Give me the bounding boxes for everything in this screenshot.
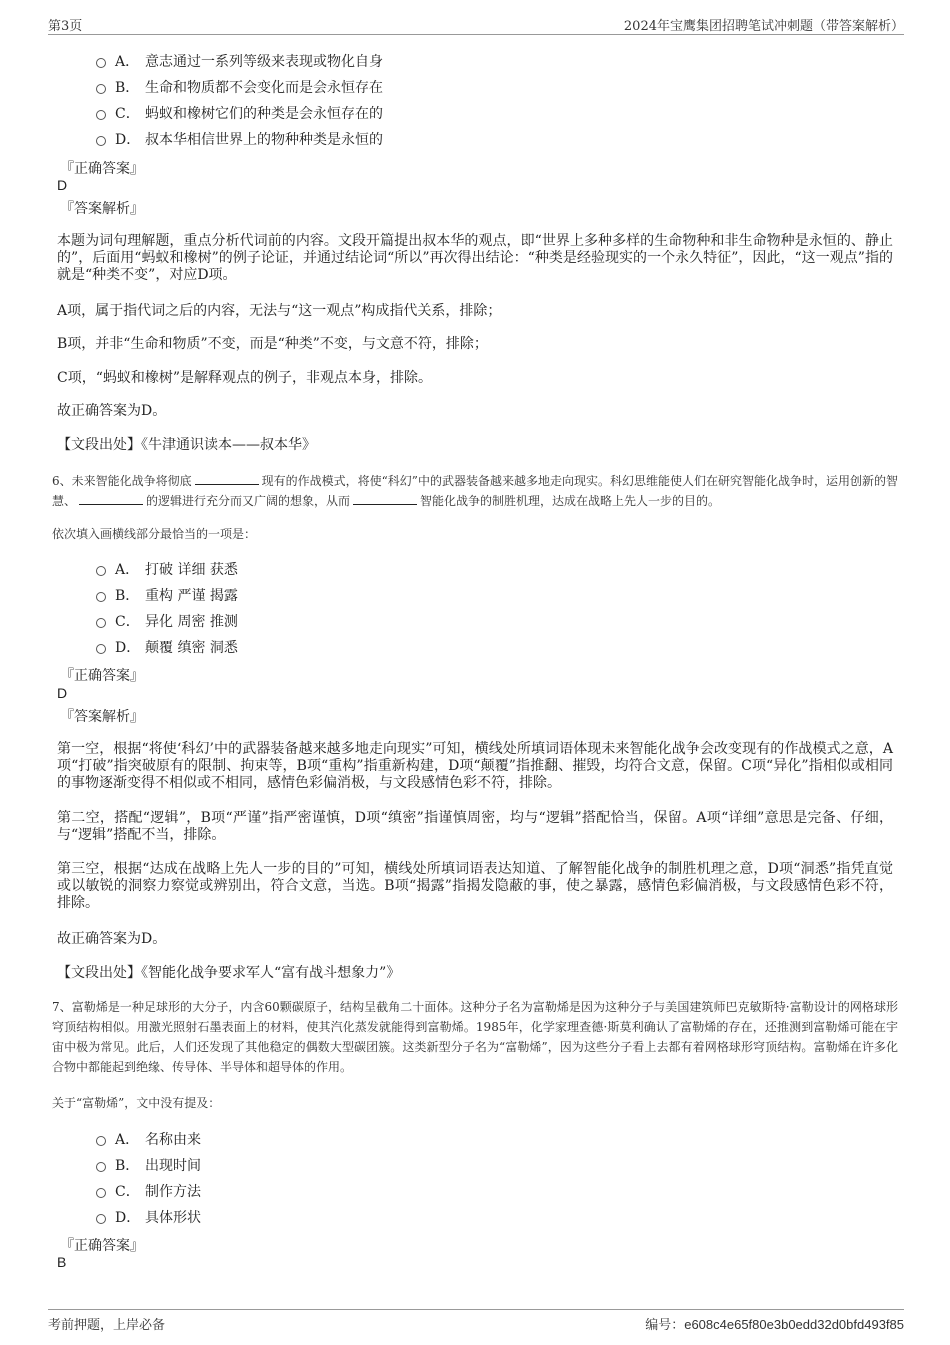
radio-icon[interactable] — [96, 566, 106, 576]
radio-icon[interactable] — [96, 136, 106, 146]
question-prompt: 依次填入画横线部分最恰当的一项是： — [52, 527, 257, 541]
analysis-paragraph: 第一空，根据“将使‘科幻’中的武器装备越来越多地走向现实”可知，横线处所填词语体现未来智能化战争会改变现有的作战模式之意，A项“打破”指突破原有的限制、拘束等，B项“重构”指重新构建，D项“颠覆”指推翻、摧毁，均符合文意，保留。C项“异化”指相似或相同的事物逐渐变得不相似或不相同，感情色彩偏消极，与文段感情色彩不符，排除。 — [57, 741, 893, 791]
correct-answer: D — [57, 177, 68, 193]
fill-blank — [79, 491, 143, 505]
analysis-paragraph: 本题为词句理解题，重点分析代词前的内容。文段开篇提出叔本华的观点，即“世界上多种多样的生命物种和非生命物种是永恒的、静止的”，后面用“蚂蚁和橡树”的例子论证，并通过结论词“所以”再次得出结论：“种类是经验现实的一个永久特征”，因此，“这一观点”指的就是“种类不变”，对应D项。 — [57, 233, 893, 283]
question-stem: 6、未来智能化战争将彻底 现有的作战模式，将使“科幻”中的武器装备越来越多地走向现实。科幻思维能使人们在研究智能化战争时，运用创新的智慧、 的逻辑进行充分而又广阔的想象，从而 智能化战争的制胜机理，达成在战略上先人一步的目的。 — [52, 471, 898, 511]
radio-icon[interactable] — [96, 84, 106, 94]
radio-icon[interactable] — [96, 58, 106, 68]
analysis-paragraph: C项，“蚂蚁和橡树”是解释观点的例子，非观点本身，排除。 — [57, 370, 433, 386]
correct-answer-label: 『正确答案』 — [60, 1238, 144, 1254]
analysis-paragraph: B项，并非“生命和物质”不变，而是“种类”不变，与文意不符，排除； — [57, 336, 488, 352]
analysis-paragraph: A项，属于指代词之后的内容，无法与“这一观点”构成指代关系，排除； — [57, 303, 502, 319]
document-code: 编号：e608c4e65f80e3b0edd32d0bfd493f85 — [645, 1317, 904, 1333]
page-header — [48, 13, 904, 35]
fill-blank — [195, 471, 259, 485]
analysis-label: 『答案解析』 — [60, 709, 144, 725]
fill-blank — [353, 491, 417, 505]
page-number: 第3页 — [48, 19, 83, 34]
analysis-paragraph: 第二空，搭配“逻辑”，B项“严谨”指严密谨慎，D项“缜密”指谨慎周密，均与“逻辑”搭配恰当，保留。A项“详细”意思是完备、仔细，与“逻辑”搭配不当，排除。 — [57, 810, 893, 843]
radio-icon[interactable] — [96, 1214, 106, 1224]
document-title: 2024年宝鹰集团招聘笔试冲刺题（带答案解析） — [623, 19, 904, 34]
radio-icon[interactable] — [96, 644, 106, 654]
source-citation: 【文段出处】《牛津通识读本——叔本华》 — [57, 437, 316, 453]
radio-icon[interactable] — [96, 592, 106, 602]
footer-slogan: 考前押题，上岸必备 — [48, 1318, 166, 1333]
radio-icon[interactable] — [96, 110, 106, 120]
radio-icon[interactable] — [96, 1188, 106, 1198]
radio-icon[interactable] — [96, 1136, 106, 1146]
correct-answer-label: 『正确答案』 — [60, 668, 144, 684]
radio-icon[interactable] — [96, 618, 106, 628]
page-footer — [48, 1309, 904, 1333]
analysis-paragraph: 故正确答案为D。 — [57, 931, 167, 947]
analysis-paragraph: 故正确答案为D。 — [57, 403, 167, 419]
radio-icon[interactable] — [96, 1162, 106, 1172]
correct-answer-label: 『正确答案』 — [60, 161, 144, 177]
question-stem: 7、富勒烯是一种足球形的大分子，内含60颗碳原子，结构呈截角二十面体。这种分子名为富勒烯是因为这种分子与美国建筑师巴克敏斯特·富勒设计的网格球形穹顶结构相似。用激光照射石墨表面上的材料，使其汽化蒸发就能得到富勒烯。1985年，化学家理查德·斯莫利确认了富勒烯的存在，还推测到富勒烯可能在宇宙中极为常见。此后，人们还发现了其他稳定的偶数大型碳团簇。这类新型分子名为“富勒烯”，因为这些分子看上去都有着网格球形穹顶结构。富勒烯在许多化合物中都能起到绝缘、传导体、半导体和超导体的作用。 — [52, 1000, 898, 1074]
correct-answer: B — [57, 1254, 67, 1270]
source-citation: 【文段出处】《智能化战争要求军人“富有战斗想象力”》 — [57, 965, 401, 981]
question-prompt: 关于“富勒烯”，文中没有提及： — [52, 1096, 221, 1110]
analysis-paragraph: 第三空，根据“达成在战略上先人一步的目的”可知，横线处所填词语表达知道、了解智能化战争的制胜机理之意，D项“洞悉”指凭直觉或以敏锐的洞察力察觉或辨别出，符合文意，当选。B项“揭露”指揭发隐蔽的事，使之暴露，感情色彩偏消极，与文段感情色彩不符，排除。 — [57, 861, 893, 911]
correct-answer: D — [57, 685, 68, 701]
analysis-label: 『答案解析』 — [60, 201, 144, 217]
